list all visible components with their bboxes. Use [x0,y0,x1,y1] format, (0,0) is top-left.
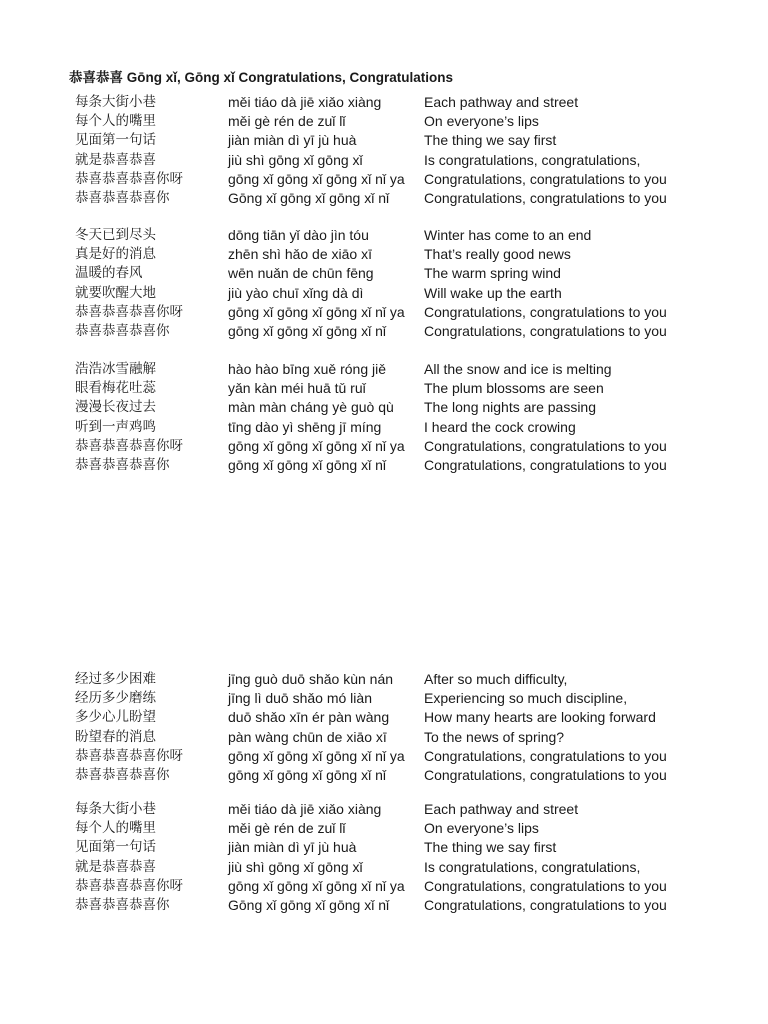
lyric-line [0,303,768,322]
english-text: The thing we say first [424,839,557,856]
chinese-text: 恭喜恭喜恭喜你 [75,896,170,913]
pinyin-text: dōng tiān yǐ dào jìn tóu [228,227,369,243]
lyric-line [0,151,768,170]
lyric-line [0,708,768,727]
chinese-text: 经过多少困难 [75,671,156,687]
lyric-line [0,189,768,208]
chinese-text: 恭喜恭喜恭喜你呀 [75,747,183,764]
chinese-text: 冬天已到尽头 [75,227,156,243]
stanza-5 [0,800,768,915]
english-text: On everyone’s lips [424,113,539,130]
lyric-line [0,747,768,766]
pinyin-text: měi gè rén de zuǐ lǐ [228,820,346,837]
chinese-text: 眼看梅花吐蕊 [75,380,156,397]
english-text: Congratulations, congratulations to you [424,896,667,913]
stanza-1 [0,93,768,208]
lyric-line [0,245,768,264]
english-text: Each pathway and street [424,94,579,110]
page-title: 恭喜恭喜 Gōng xǐ, Gōng xǐ Congratulations, Congratulations [69,70,453,85]
pinyin-text: jiàn miàn dì yī jù huà [228,839,357,856]
english-text: The long nights are passing [424,399,596,416]
english-text: After so much difficulty, [424,671,568,687]
pinyin-text: jiù yào chuī xǐng dà dì [228,284,364,301]
pinyin-text: gōng xǐ gōng xǐ gōng xǐ nǐ ya [228,303,405,320]
pinyin-text: měi tiáo dà jiē xiǎo xiàng [228,94,382,110]
chinese-text: 真是好的消息 [75,246,156,263]
english-text: Congratulations, congratulations to you [424,747,667,764]
chinese-text: 每个人的嘴里 [75,820,156,837]
pinyin-text: gōng xǐ gōng xǐ gōng xǐ nǐ ya [228,747,405,764]
pinyin-text: màn màn cháng yè guò qù [228,399,394,416]
english-text: Is congratulations, congratulations, [424,858,641,875]
english-text: The warm spring wind [424,265,561,282]
pinyin-text: gōng xǐ gōng xǐ gōng xǐ nǐ ya [228,170,405,187]
english-text: How many hearts are looking forward [424,709,656,726]
chinese-text: 恭喜恭喜恭喜你呀 [75,877,183,894]
pinyin-text: wēn nuǎn de chūn fēng [228,265,374,282]
lyric-line [0,896,768,915]
lyric-line [0,131,768,150]
chinese-text: 盼望春的消息 [75,728,156,745]
stanza-4 [0,670,768,785]
pinyin-text: Gōng xǐ gōng xǐ gōng xǐ nǐ [228,189,390,206]
english-text: Congratulations, congratulations to you [424,877,667,894]
pinyin-text: tīng dào yì shēng jī míng [228,418,382,435]
pinyin-text: jiù shì gōng xǐ gōng xǐ [228,151,363,168]
english-text: The plum blossoms are seen [424,380,604,397]
english-text: On everyone’s lips [424,820,539,837]
english-text: That’s really good news [424,246,571,263]
chinese-text: 经历多少磨练 [75,690,156,707]
pinyin-text: zhēn shì hǎo de xiāo xī [228,246,372,263]
pinyin-text: pàn wàng chūn de xiāo xī [228,728,387,745]
chinese-text: 见面第一句话 [75,839,156,856]
chinese-text: 听到一声鸡鸣 [75,418,156,435]
pinyin-text: gōng xǐ gōng xǐ gōng xǐ nǐ [228,766,386,783]
pinyin-text: gōng xǐ gōng xǐ gōng xǐ nǐ ya [228,877,405,894]
lyric-line [0,360,768,379]
chinese-text: 恭喜恭喜恭喜你呀 [75,303,183,320]
english-text: Winter has come to an end [424,227,592,243]
chinese-text: 恭喜恭喜恭喜你 [75,766,170,783]
stanza-2 [0,226,768,341]
chinese-text: 每个人的嘴里 [75,113,156,130]
english-text: The thing we say first [424,132,557,149]
chinese-text: 每条大街小巷 [75,94,156,110]
lyric-line [0,284,768,303]
lyric-line [0,379,768,398]
english-text: Experiencing so much discipline, [424,690,628,707]
pinyin-text: jīng guò duō shǎo kùn nán [228,671,394,687]
pinyin-text: hào hào bīng xuě róng jiě [228,361,387,377]
lyric-line [0,838,768,857]
chinese-text: 恭喜恭喜恭喜你呀 [75,437,183,454]
lyric-line [0,728,768,747]
english-text: To the news of spring? [424,728,565,745]
lyric-line [0,437,768,456]
chinese-text: 恭喜恭喜恭喜你 [75,322,170,339]
pinyin-text: jīng lì duō shǎo mó liàn [228,690,372,707]
english-text: Congratulations, congratulations to you [424,456,667,473]
english-text: Congratulations, congratulations to you [424,437,667,454]
english-text: All the snow and ice is melting [424,361,612,377]
english-text: Congratulations, congratulations to you [424,303,667,320]
chinese-text: 漫漫长夜过去 [75,399,156,416]
lyric-line [0,322,768,341]
pinyin-text: jiàn miàn dì yī jù huà [228,132,357,149]
chinese-text: 浩浩冰雪融解 [75,361,156,377]
lyric-line [0,670,768,689]
pinyin-text: duō shǎo xīn ér pàn wàng [228,709,390,726]
english-text: Congratulations, congratulations to you [424,170,667,187]
lyric-line [0,226,768,245]
lyric-line [0,112,768,131]
pinyin-text: jiù shì gōng xǐ gōng xǐ [228,858,363,875]
chinese-text: 温暖的春风 [75,265,143,282]
lyric-line [0,170,768,189]
chinese-text: 多少心儿盼望 [75,709,156,726]
lyric-line [0,766,768,785]
chinese-text: 就是恭喜恭喜 [75,858,156,875]
lyric-line [0,456,768,475]
chinese-text: 就是恭喜恭喜 [75,151,156,168]
pinyin-text: gōng xǐ gōng xǐ gōng xǐ nǐ ya [228,437,405,454]
english-text: I heard the cock crowing [424,418,576,435]
english-text: Each pathway and street [424,801,579,817]
pinyin-text: Gōng xǐ gōng xǐ gōng xǐ nǐ [228,896,390,913]
lyric-line [0,398,768,417]
chinese-text: 恭喜恭喜恭喜你 [75,189,170,206]
pinyin-text: yǎn kàn méi huā tǔ ruǐ [228,380,366,397]
lyric-line [0,858,768,877]
lyric-line [0,800,768,819]
english-text: Congratulations, congratulations to you [424,322,667,339]
english-text: Is congratulations, congratulations, [424,151,641,168]
stanza-3 [0,360,768,475]
lyric-line [0,93,768,112]
lyric-line [0,877,768,896]
english-text: Will wake up the earth [424,284,562,301]
english-text: Congratulations, congratulations to you [424,189,667,206]
lyric-line [0,418,768,437]
pinyin-text: gōng xǐ gōng xǐ gōng xǐ nǐ [228,456,386,473]
chinese-text: 恭喜恭喜恭喜你呀 [75,170,183,187]
pinyin-text: měi gè rén de zuǐ lǐ [228,113,346,130]
chinese-text: 每条大街小巷 [75,801,156,817]
lyric-line [0,689,768,708]
chinese-text: 就要吹醒大地 [75,284,156,301]
lyric-line [0,819,768,838]
pinyin-text: gōng xǐ gōng xǐ gōng xǐ nǐ [228,322,386,339]
chinese-text: 见面第一句话 [75,132,156,149]
chinese-text: 恭喜恭喜恭喜你 [75,456,170,473]
pinyin-text: měi tiáo dà jiē xiǎo xiàng [228,801,382,817]
english-text: Congratulations, congratulations to you [424,766,667,783]
lyric-line [0,264,768,283]
